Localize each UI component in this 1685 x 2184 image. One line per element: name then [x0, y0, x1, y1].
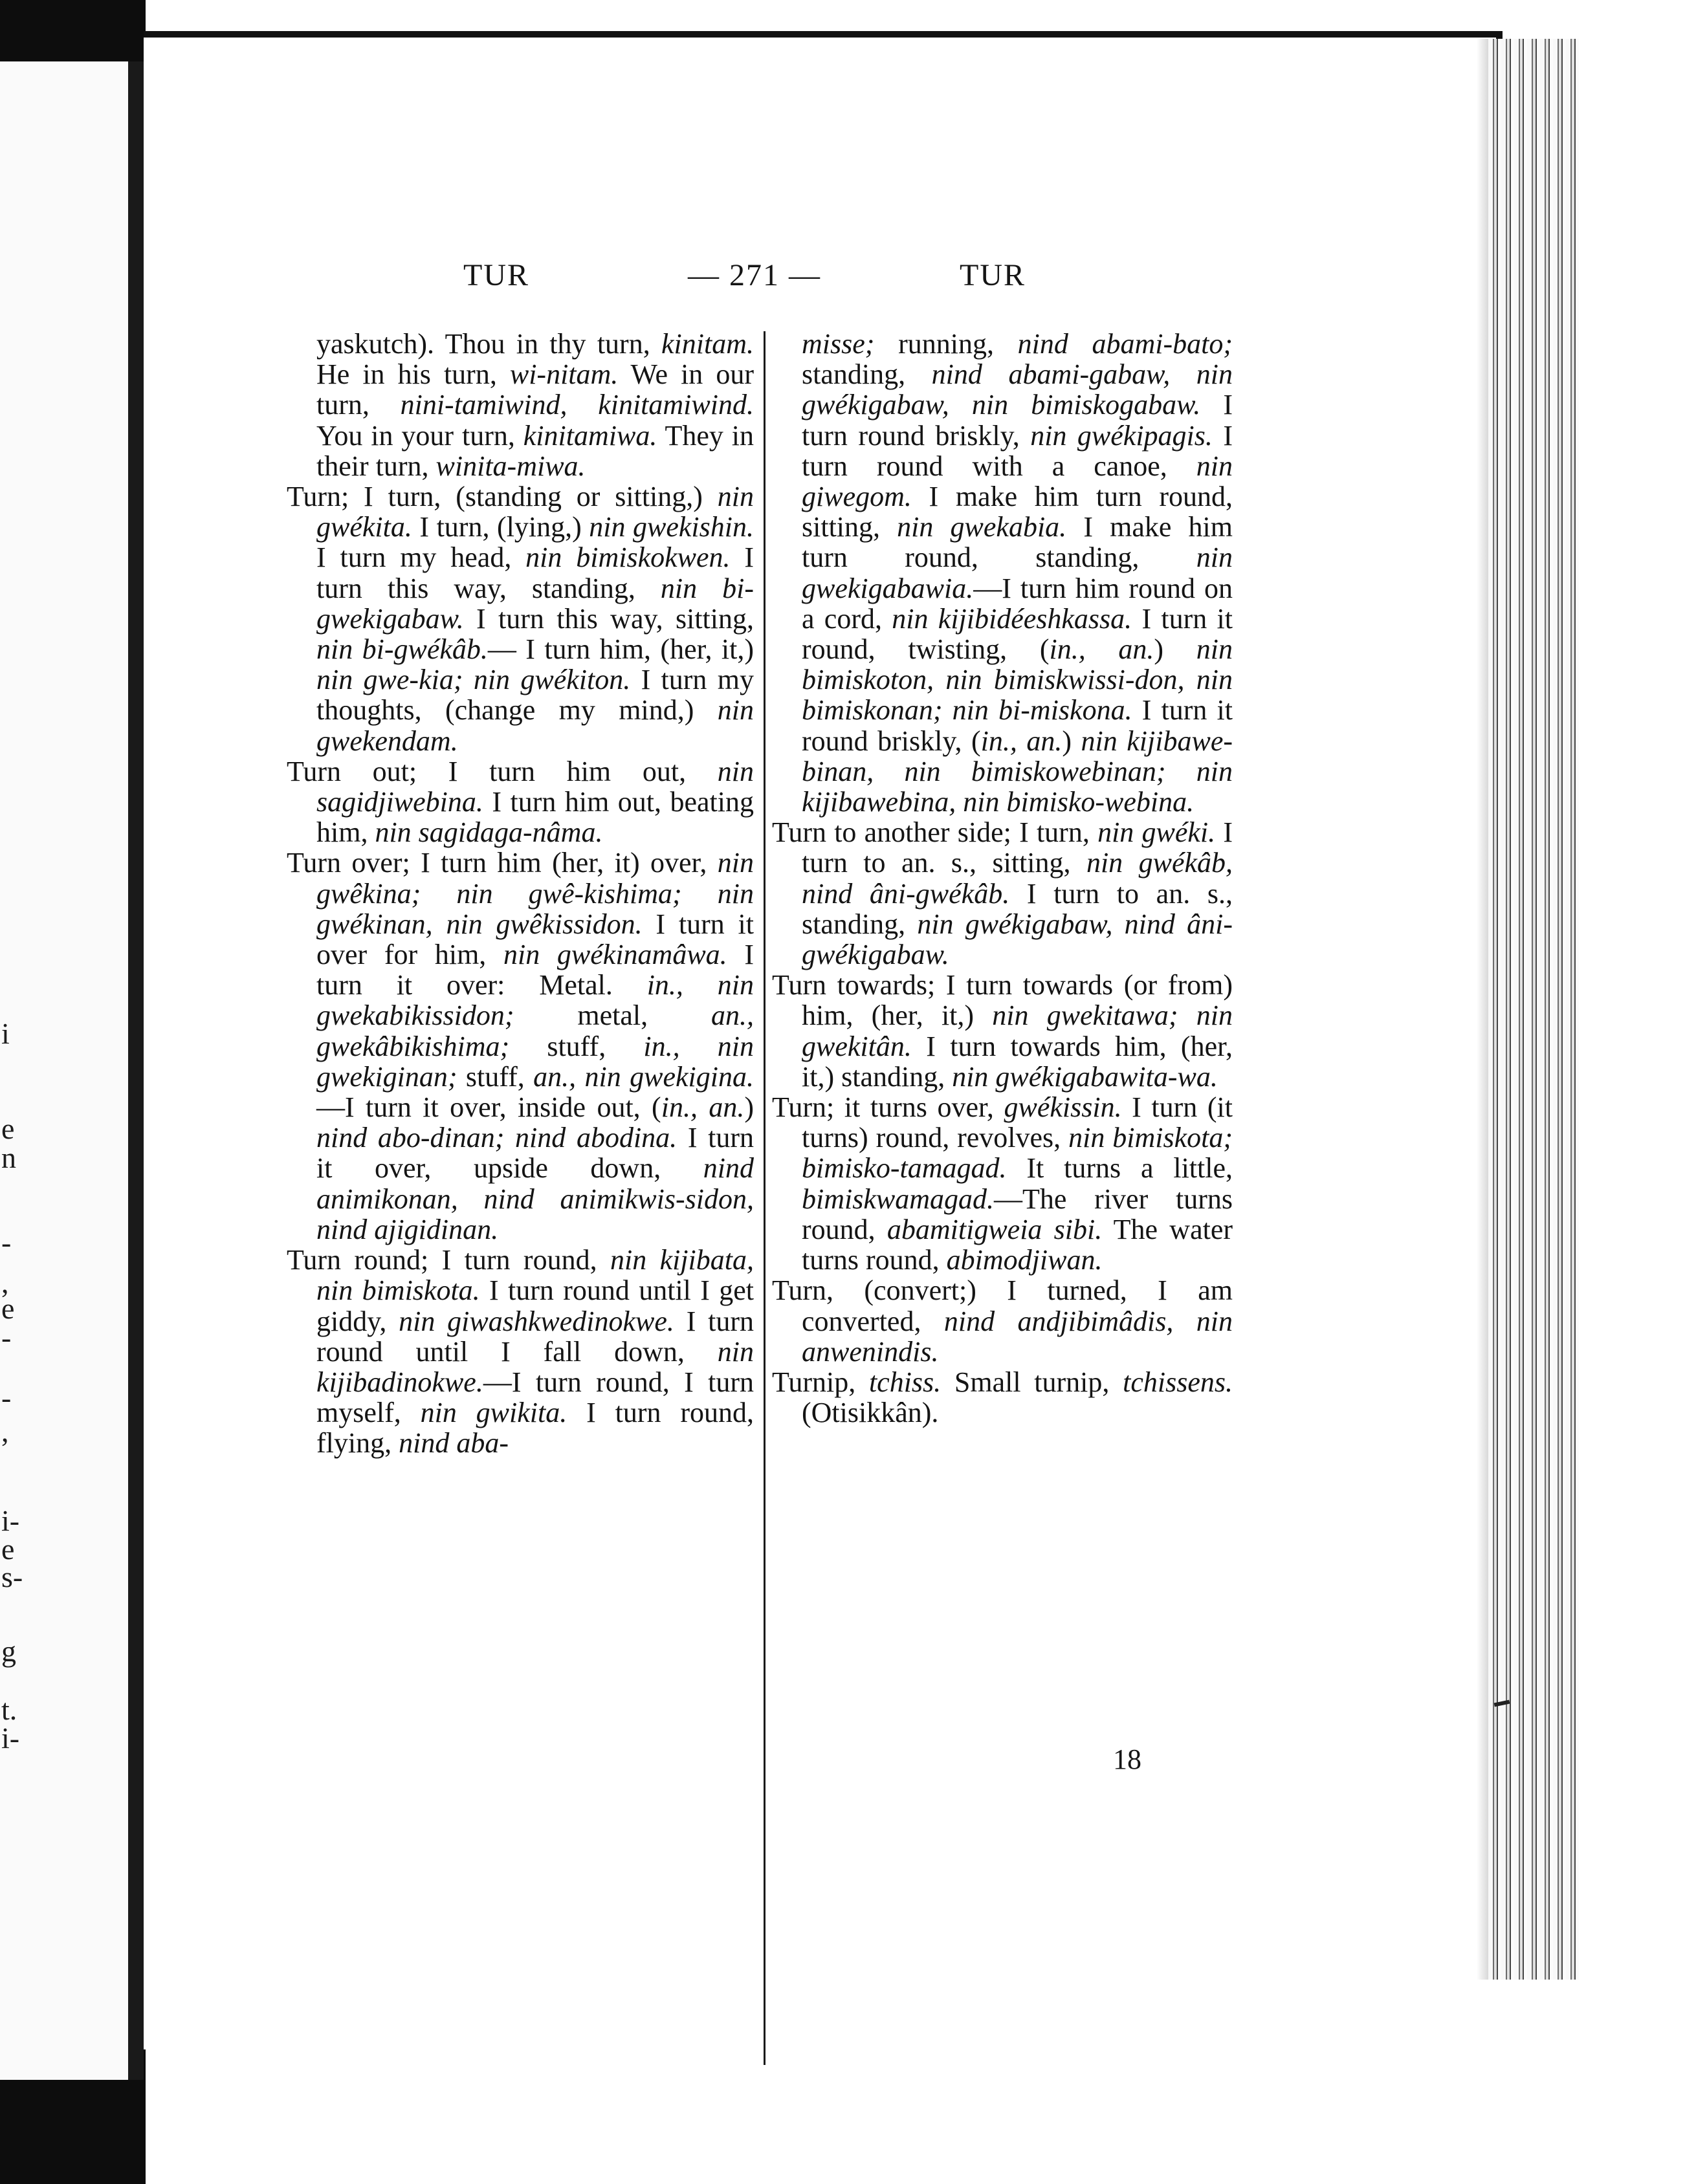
facing-page-fragment: -	[1, 1381, 12, 1414]
ojibwe-term: nin gwe-kia; nin gwékiton.	[316, 664, 631, 696]
dictionary-entry	[287, 1245, 754, 1458]
ojibwe-term: nini-tamiwind, kinitamiwind.	[400, 389, 754, 421]
entry-text: Turn towards; I turn towards (or from) him, (her, it,)	[772, 969, 1233, 1032]
ojibwe-term: in.,	[643, 1030, 680, 1062]
facing-page-fragment: t.	[1, 1693, 17, 1726]
dictionary-entry	[287, 481, 754, 756]
dictionary-entry	[772, 817, 1233, 970]
column-rule	[764, 331, 765, 2065]
facing-page-fragment: -	[1, 1226, 12, 1259]
ojibwe-term: nin gwekabia.	[897, 511, 1067, 543]
entry-text: I turn round with a canoe,	[802, 419, 1233, 482]
page-number: — 271 —	[688, 258, 821, 292]
ojibwe-term: wi-nitam.	[509, 358, 619, 391]
entry-text: Turn to another side; I turn,	[772, 816, 1098, 849]
ojibwe-term: nind abo-dinan; nind abodina.	[316, 1122, 677, 1154]
facing-page-fragment: e	[1, 1533, 15, 1566]
entry-text: —I turn round, I turn myself,	[316, 1366, 754, 1429]
entry-text: I turn round briskly,	[802, 389, 1233, 452]
ojibwe-term: bimiskwamagad.	[802, 1183, 994, 1215]
entry-text: I turn to an. s., standing,	[802, 877, 1233, 940]
entry-text: We in our turn,	[316, 358, 754, 421]
entry-text: — I turn him, (her, it,)	[487, 633, 754, 666]
ojibwe-term: nin kijibawe-binan, nin bimiskowebinan; nin kijibawebina, nin bimisko-webina.	[802, 725, 1233, 818]
dictionary-entry-continued	[772, 329, 1233, 817]
entry-text: Turn; it turns over,	[772, 1091, 1004, 1124]
ojibwe-term: nind aba-	[399, 1427, 509, 1459]
entry-text: I turn round, flying,	[316, 1397, 754, 1459]
ojibwe-term: in., an.	[980, 725, 1063, 757]
entry-text: I turn to an. s., sitting,	[802, 816, 1233, 879]
entry-text: —The river turns round,	[802, 1183, 1233, 1245]
entry-text: yaskutch). Thou in thy turn,	[316, 328, 662, 360]
ojibwe-term: abimodjiwan.	[946, 1244, 1103, 1276]
entry-text: Small turnip,	[941, 1366, 1123, 1398]
entry-text: I turn it over for him,	[316, 908, 754, 971]
ojibwe-term: an.,	[711, 999, 754, 1032]
ojibwe-term: abamitigweia sibi.	[887, 1213, 1103, 1245]
entry-text: The water turns round,	[802, 1213, 1233, 1276]
ojibwe-term: nin gwekigabawia.	[802, 541, 1233, 604]
ojibwe-term: nin kijibata, nin bimiskota.	[316, 1244, 754, 1307]
entry-text: I turn (it turns) round, revolves,	[802, 1091, 1233, 1154]
ojibwe-term: nin giwegom.	[802, 450, 1233, 513]
ojibwe-term: nin gwikita.	[420, 1397, 567, 1429]
entry-text: I make him turn round, sitting,	[802, 481, 1233, 543]
signature-mark: 18	[1113, 1743, 1141, 1775]
ojibwe-term: in., an.	[1049, 633, 1154, 666]
entry-text: I make him turn round, standing,	[802, 511, 1233, 574]
dictionary-entry	[772, 1092, 1233, 1275]
entry-text: I turn, (lying,)	[412, 511, 589, 543]
entry-text: I turn it round briskly, (	[802, 694, 1233, 757]
ojibwe-term: nind animikonan, nind animikwis-sidon, nind ajigidinan.	[316, 1152, 754, 1245]
ojibwe-term: nin giwashkwedinokwe.	[399, 1305, 674, 1337]
entry-text: standing,	[802, 358, 932, 391]
facing-page-fragment: ,	[1, 1266, 9, 1299]
entry-text: —I turn him round on a cord,	[802, 572, 1233, 635]
ojibwe-term: nind andjibimâdis, nin anwenindis.	[802, 1305, 1233, 1368]
ojibwe-term: nin bimiskokwen.	[525, 541, 731, 574]
ojibwe-term: nin gwekishin.	[589, 511, 754, 543]
facing-page-fragment: i	[1, 1017, 10, 1050]
entry-text: Turn round; I turn round,	[287, 1244, 610, 1276]
ojibwe-term: nin sagidjiwebina.	[316, 755, 754, 818]
facing-page-fragment: n	[1, 1141, 16, 1174]
ojibwe-term: nin gwekiginan;	[316, 1030, 754, 1093]
facing-page-fragment: s-	[1, 1560, 23, 1593]
dictionary-entry	[772, 1367, 1233, 1428]
entry-text: Turn over; I turn him (her, it) over,	[287, 847, 718, 879]
ojibwe-term: nin kijibidéeshkassa.	[892, 602, 1132, 635]
ojibwe-term: nin bi-gwékâb.	[316, 633, 488, 666]
entry-text: It turns a little,	[1006, 1152, 1233, 1185]
entry-text: )	[1154, 633, 1196, 666]
entry-text	[576, 1061, 584, 1093]
facing-page-fragment: g	[1, 1635, 16, 1668]
entry-text: (Otisikkân).	[802, 1397, 939, 1429]
ojibwe-term: nind abami-gabaw, nin gwékigabaw, nin bimiskogabaw.	[802, 358, 1233, 421]
ojibwe-term: nin bimiskoton, nin bimiskwissi-don, nin bimiskonan; nin bi-miskona.	[802, 633, 1233, 726]
facing-page-fragment: e	[1, 1292, 15, 1325]
facing-page-edge	[0, 61, 128, 2080]
ojibwe-term: nin bi-gwekigabaw.	[316, 572, 754, 635]
running-head-left: TUR	[463, 258, 529, 292]
facing-page-fragment: ,	[1, 1415, 9, 1448]
facing-page-fragment: e	[1, 1112, 15, 1145]
ojibwe-term: nin gwêkina; nin gwê-kishima; nin gwékinan, nin gwêkissidon.	[316, 847, 754, 940]
entry-text: Turn, (convert;) I turned, I am converted,	[772, 1274, 1233, 1337]
running-head-right: TUR	[960, 258, 1026, 292]
ojibwe-term: in., an.	[661, 1091, 745, 1124]
entry-text: I turn this way, standing,	[316, 541, 754, 604]
entry-text: )	[744, 1091, 754, 1124]
left-column	[287, 329, 754, 1459]
ojibwe-term: gwékissin.	[1004, 1091, 1122, 1124]
entry-text: —I turn it over, inside out, (	[316, 1091, 661, 1124]
entry-text: I turn round until I fall down,	[316, 1305, 754, 1368]
ojibwe-term: nin gwekabikissidon;	[316, 969, 754, 1032]
entry-text: stuff,	[509, 1030, 644, 1062]
dictionary-entry	[772, 1275, 1233, 1367]
dictionary-entry	[287, 847, 754, 1245]
facing-page-fragment: i-	[1, 1721, 20, 1754]
ojibwe-term: nin bimiskota; bimisko-tamagad.	[802, 1122, 1233, 1185]
ojibwe-term: nind abami-bato;	[1017, 328, 1233, 360]
ojibwe-term: tchiss.	[868, 1366, 942, 1398]
entry-text: stuff,	[457, 1060, 534, 1093]
right-column	[772, 329, 1233, 1428]
ojibwe-term: nin gwékigabaw, nind âni-gwékigabaw.	[802, 908, 1233, 971]
entry-text: I turn round until I get giddy,	[316, 1274, 754, 1337]
ojibwe-term: misse;	[802, 328, 875, 360]
ojibwe-term: tchissens.	[1123, 1366, 1233, 1398]
ojibwe-term: kinitam.	[661, 328, 754, 360]
entry-text: I turn my head,	[316, 541, 526, 574]
facing-page-fragment: i-	[1, 1504, 20, 1537]
dictionary-entry	[287, 756, 754, 848]
spine-shadow	[128, 61, 144, 2080]
entry-text: )	[1062, 725, 1081, 757]
ojibwe-term: nin kijibadinokwe.	[316, 1335, 754, 1398]
entry-text: Turn out; I turn him out,	[287, 755, 718, 787]
dictionary-entry	[772, 970, 1233, 1092]
page-stack-edges	[1488, 39, 1579, 1980]
entry-text: I turn it over: Metal.	[316, 939, 754, 1001]
entry-text	[683, 969, 718, 1001]
entry-text: I turn my thoughts, (change my mind,)	[316, 664, 754, 726]
ojibwe-term: nin gwekitawa; nin gwekitân.	[802, 999, 1233, 1062]
entry-text: Turnip,	[772, 1366, 869, 1398]
ojibwe-term: winita-miwa.	[435, 450, 586, 482]
ojibwe-term: nin gwekendam.	[316, 694, 754, 757]
entry-text	[680, 1031, 718, 1062]
entry-text: I turn it round, twisting, (	[802, 602, 1233, 666]
ojibwe-term: nin gwéki.	[1097, 816, 1216, 849]
ojibwe-term: nin gwékipagis.	[1030, 419, 1213, 452]
ojibwe-term: nin gwekigina.	[584, 1060, 754, 1093]
entry-text: I turn him out, beating him,	[316, 786, 754, 849]
ojibwe-term: nin gwékigabawita-wa.	[952, 1060, 1218, 1093]
entry-text: metal,	[514, 999, 711, 1032]
ojibwe-term: nin gwékita.	[316, 481, 754, 543]
ojibwe-term: nin gwékâb, nind âni-gwékâb.	[802, 847, 1233, 910]
ojibwe-term: nin gwékinamâwa.	[503, 939, 727, 971]
entry-text: running,	[874, 328, 1018, 360]
dictionary-entry-continued	[287, 329, 754, 481]
entry-text: I turn it over, upside down,	[316, 1122, 754, 1185]
entry-text: He in his turn,	[316, 358, 510, 391]
facing-page-fragment: -	[1, 1321, 12, 1354]
entry-text: Turn; I turn, (standing or sitting,)	[287, 481, 718, 513]
ojibwe-term: in.,	[646, 969, 683, 1001]
entry-text: They in their turn,	[316, 419, 754, 482]
ojibwe-term: an.,	[533, 1060, 577, 1093]
entry-text: I turn this way, sitting,	[463, 602, 754, 635]
entry-text: I turn towards him, (her, it,) standing,	[802, 1030, 1233, 1093]
ojibwe-term: gwekâbikishima;	[316, 1030, 510, 1062]
ojibwe-term: nin sagidaga-nâma.	[375, 816, 603, 849]
ojibwe-term: kinitamiwa.	[523, 419, 657, 452]
entry-text: You in your turn,	[316, 419, 523, 452]
